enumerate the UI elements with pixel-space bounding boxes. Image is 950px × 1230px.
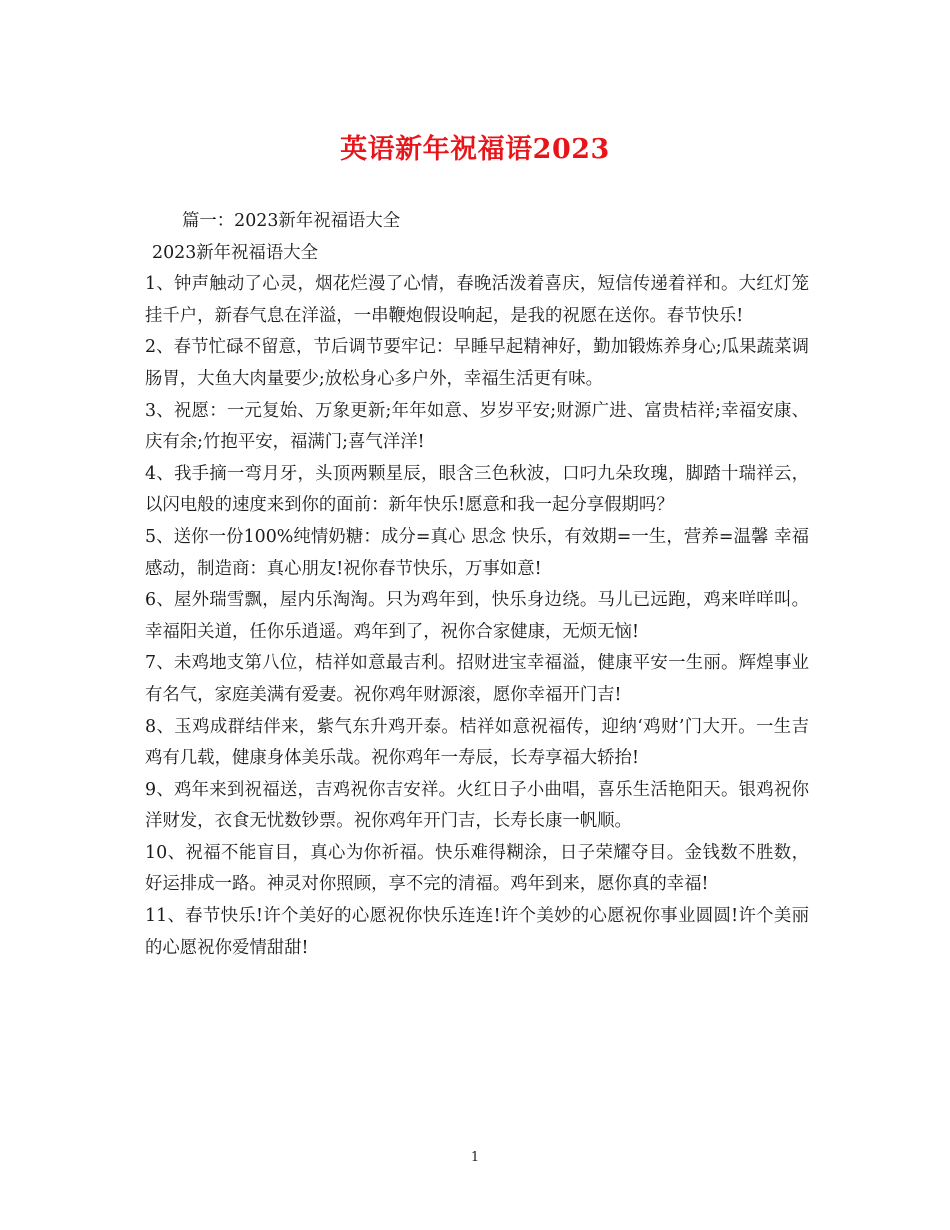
greeting-item-8: 8、玉鸡成群结伴来，紫气东升鸡开泰。桔祥如意祝福传，迎纳‘鸡财’门大开。一生吉鸡有几载，健康身体美乐哉。祝你鸡年一寿辰，长寿享福大轿抬! xyxy=(145,716,809,769)
document-body xyxy=(145,206,809,964)
greeting-item-5: 5、送你一份100%纯情奶糖：成分=真心 思念 快乐，有效期=一生，营养=温馨 幸福 感动，制造商：真心朋友!祝你春节快乐，万事如意! xyxy=(145,526,809,579)
greeting-item-9: 9、鸡年来到祝福送，吉鸡祝你吉安祥。火红日子小曲唱，喜乐生活艳阳天。银鸡祝你洋财发，衣食无忧数钞票。祝你鸡年开门吉，长寿长康一帆顺。 xyxy=(145,779,809,832)
greeting-item-3: 3、祝愿：一元复始、万象更新;年年如意、岁岁平安;财源广进、富贵桔祥;幸福安康、庆有余;竹抱平安，福满门;喜气洋洋! xyxy=(145,400,809,453)
sub-heading: 2023新年祝福语大全 xyxy=(152,242,318,263)
document-title: 英语新年祝福语2023 xyxy=(340,134,610,165)
greeting-item-7: 7、未鸡地支第八位，桔祥如意最吉利。招财进宝幸福溢，健康平安一生丽。辉煌事业有名气，家庭美满有爱妻。祝你鸡年财源滚，愿你幸福开门吉! xyxy=(145,653,809,705)
greeting-item-1: 1、钟声触动了心灵，烟花烂漫了心情，春晚活泼着喜庆，短信传递着祥和。大红灯笼挂千户，新春气息在洋溢，一串鞭炮假设响起，是我的祝愿在送你。春节快乐! xyxy=(145,274,809,326)
greeting-list xyxy=(145,269,809,964)
page-number: 1 xyxy=(470,1150,480,1165)
section-heading: 篇一：2023新年祝福语大全 xyxy=(182,211,401,231)
greeting-item-10: 10、祝福不能盲目，真心为你祈福。快乐难得糊涂，日子荣耀夺目。金钱数不胜数，好运排成一路。神灵对你照顾，享不完的清福。鸡年到来，愿你真的幸福! xyxy=(145,842,809,895)
greeting-item-6: 6、屋外瑞雪飘，屋内乐淘淘。只为鸡年到，快乐身边绕。马儿已远跑，鸡来咩咩叫。幸福阳关道，任你乐逍遥。鸡年到了，祝你合家健康，无烦无恼! xyxy=(145,590,809,642)
greeting-item-11: 11、春节快乐!许个美好的心愿祝你快乐连连!许个美妙的心愿祝你事业圆圆!许个美丽的心愿祝你爱情甜甜! xyxy=(145,906,809,958)
greeting-item-2: 2、春节忙碌不留意，节后调节要牢记：早睡早起精神好，勤加锻炼养身心;瓜果蔬菜调肠胃，大鱼大肉量要少;放松身心多户外，幸福生活更有味。 xyxy=(145,337,809,389)
greeting-item-4: 4、我手摘一弯月牙，头顶两颗星辰，眼含三色秋波，口叼九朵玫瑰，脚踏十瑞祥云，以闪电般的速度来到你的面前：新年快乐!愿意和我一起分享假期吗？ xyxy=(145,463,809,516)
